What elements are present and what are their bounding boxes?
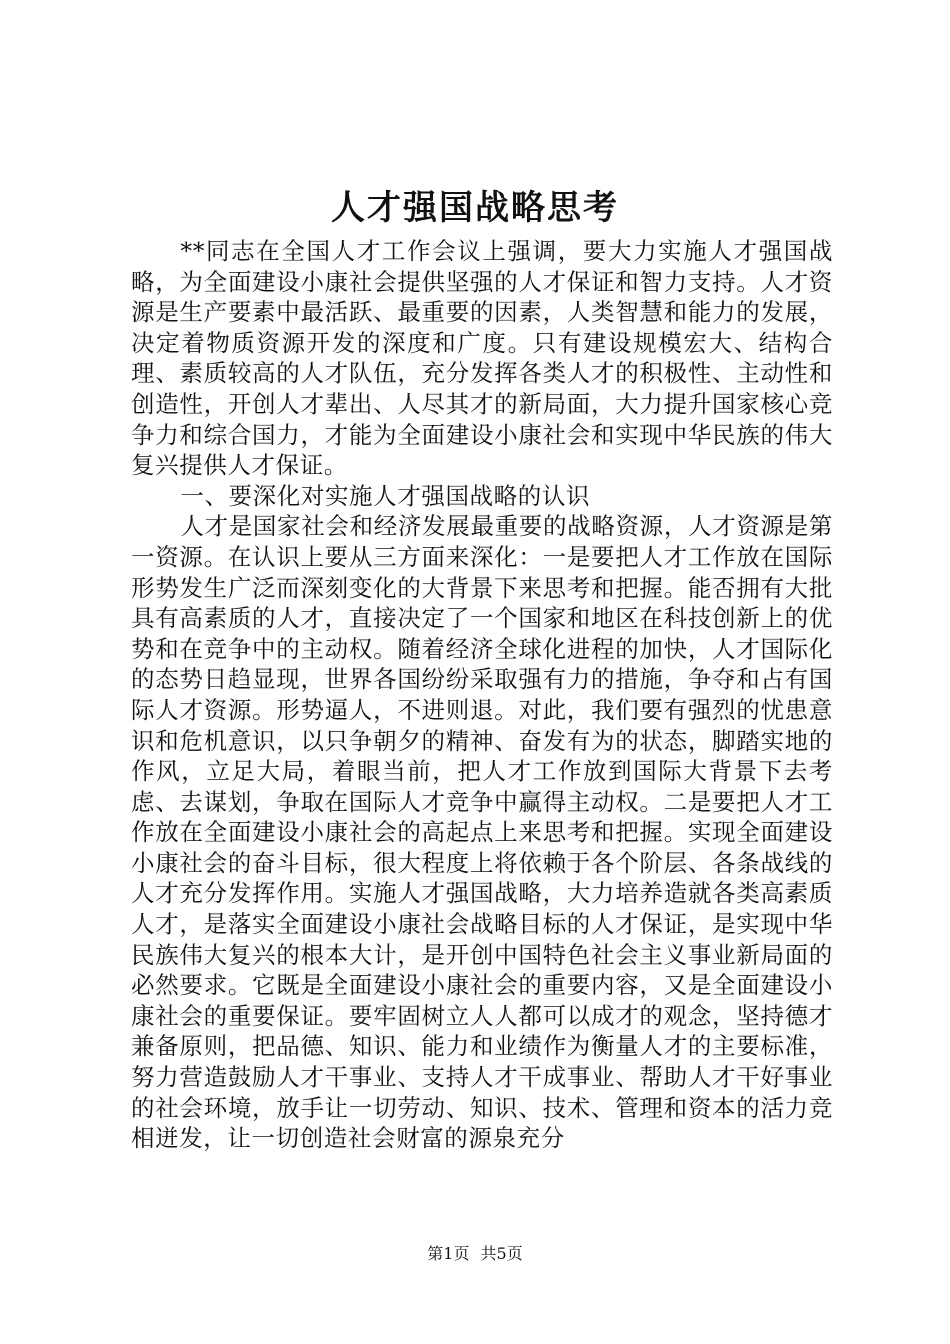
document-body (131, 236, 833, 1154)
page-total: 共5页 (480, 1244, 523, 1263)
paragraph-intro: **同志在全国人才工作会议上强调，要大力实施人才强国战略，为全面建设小康社会提供坚强的人才保证和智力支持。人才资源是生产要素中最活跃、最重要的因素，人类智慧和能力的发展，决定着物质资源开发的深度和广度。只有建设规模宏大、结构合理、素质较高的人才队伍，充分发挥各类人才的积极性、主动性和创造性，开创人才辈出、人尽其才的新局面，大力提升国家核心竞争力和综合国力，才能为全面建设小康社会和实现中华民族的伟大复兴提供人才保证。 (131, 237, 833, 480)
page-number: 第1页 (427, 1244, 470, 1263)
page-footer (0, 1244, 950, 1264)
section-heading: 一、要深化对实施人才强国战略的认识 (180, 481, 591, 510)
paragraph-section-1: 人才是国家社会和经济发展最重要的战略资源，人才资源是第一资源。在认识上要从三方面来深化：一是要把人才工作放在国际形势发生广泛而深刻变化的大背景下来思考和把握。能否拥有大批具有高素质的人才，直接决定了一个国家和地区在科技创新上的优势和在竞争中的主动权。随着经济全球化进程的加快，人才国际化的态势日趋显现，世界各国纷纷采取强有力的措施，争夺和占有国际人才资源。形势逼人，不进则退。对此，我们要有强烈的忧患意识和危机意识，以只争朝夕的精神、奋发有为的状态，脚踏实地的作风，立足大局，着眼当前，把人才工作放到国际大背景下去考虑、去谋划，争取在国际人才竞争中赢得主动权。二是要把人才工作放在全面建设小康社会的高起点上来思考和把握。实现全面建设小康社会的奋斗目标，很大程度上将依赖于各个阶层、各条战线的人才充分发挥作用。实施人才强国战略，大力培养造就各类高素质人才，是落实全面建设小康社会战略目标的人才保证，是实现中华民族伟大复兴的根本大计，是开创中国特色社会主义事业新局面的必然要求。它既是全面建设小康社会的重要内容，又是全面建设小康社会的重要保证。要牢固树立人人都可以成才的观念，坚持德才兼备原则，把品德、知识、能力和业绩作为衡量人才的主要标准，努力营造鼓励人才干事业、支持人才干成事业、帮助人才干好事业的社会环境，放手让一切劳动、知识、技术、管理和资本的活力竞相迸发，让一切创造社会财富的源泉充分 (131, 512, 833, 1153)
document-title: 人才强国战略思考 (331, 188, 619, 228)
